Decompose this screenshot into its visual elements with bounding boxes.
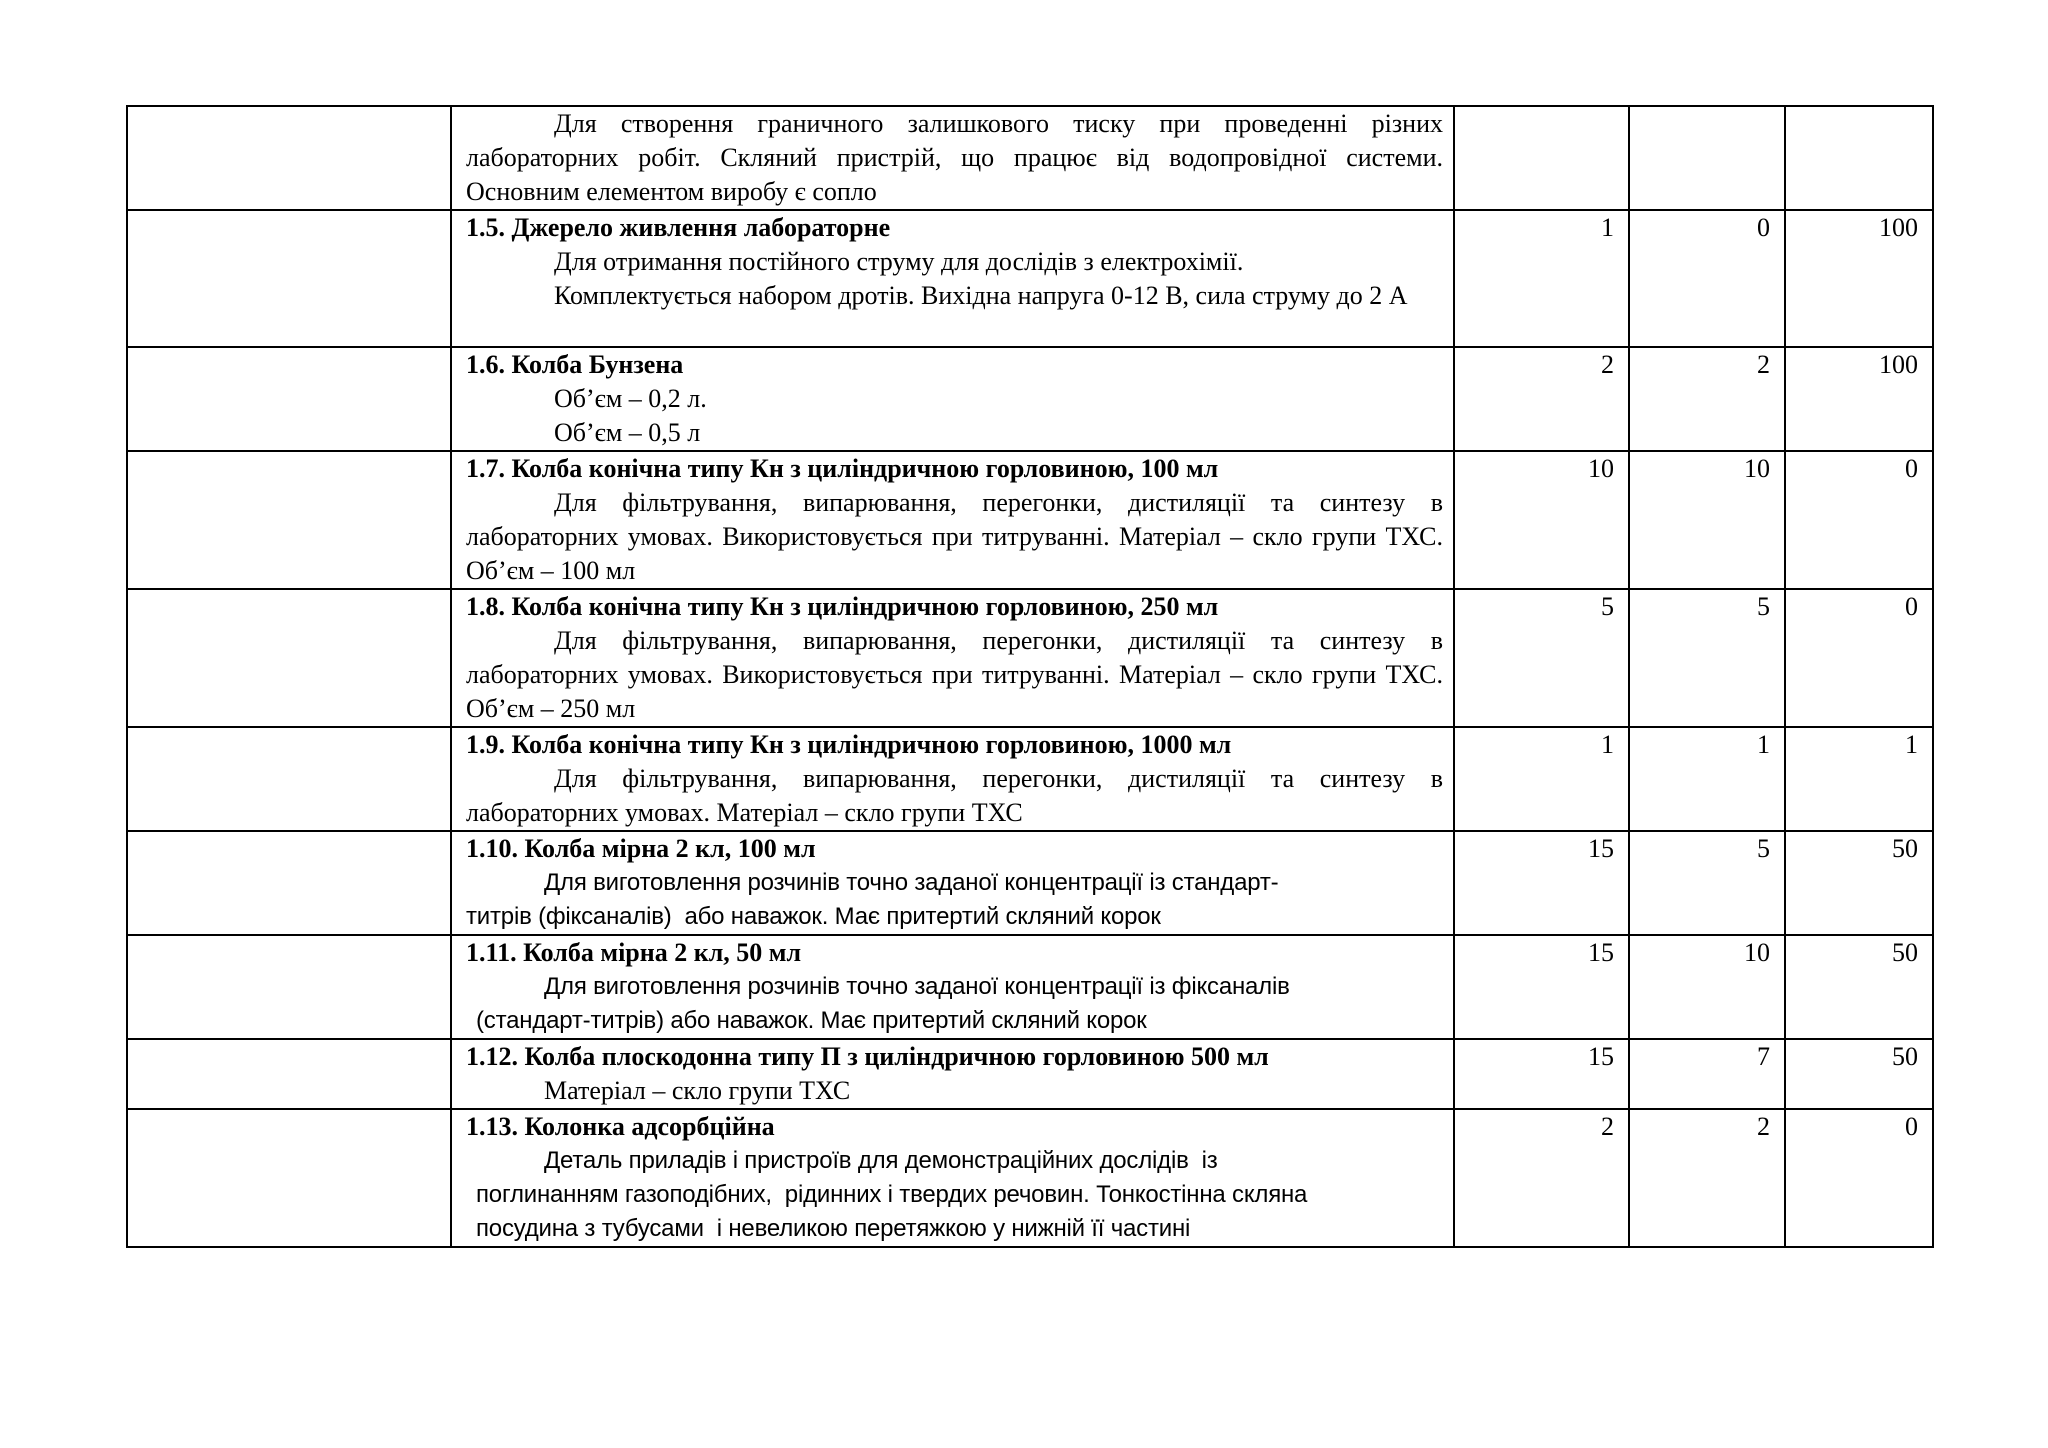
item-text: Для фільтрування, випарювання, перегонки, дистиляції та синтезу в лабораторних умовах. Використовується при титруванні. Матеріал – скло групи ТХС. Об’єм – 100 мл [466, 488, 1443, 585]
item-text: Для фільтрування, випарювання, перегонки, дистиляції та синтезу в лабораторних умовах. Використовується при титруванні. Матеріал – скло групи ТХС. Об’єм – 250 мл [466, 626, 1443, 723]
available-value: 2 [1629, 1109, 1785, 1247]
item-text: Деталь приладів і пристроїв для демонстраційних дослідів із [544, 1147, 1218, 1174]
percent-value: 100 [1785, 210, 1933, 347]
percent-value: 50 [1785, 935, 1933, 1039]
quantity-value: 1 [1454, 210, 1629, 347]
percent-value: 1 [1785, 727, 1933, 831]
item-text: посудина з тубусами і невеликою перетяжкою у нижній її частині [476, 1215, 1191, 1242]
table-row [127, 935, 1933, 1039]
equipment-table [126, 105, 1934, 1248]
percent-value: 50 [1785, 1039, 1933, 1109]
item-text: титрів (фіксаналів) або наважок. Має притертий скляний корок [466, 903, 1161, 930]
item-description [451, 727, 1454, 831]
item-text: поглинанням газоподібних, рідинних і твердих речовин. Тонкостінна скляна [476, 1181, 1308, 1208]
value-cell-2 [1629, 106, 1785, 210]
item-title: 1.5. Джерело живлення лабораторне [466, 213, 891, 242]
empty-cell [127, 210, 451, 347]
quantity-value: 10 [1454, 451, 1629, 589]
empty-cell [127, 106, 451, 210]
available-value: 7 [1629, 1039, 1785, 1109]
item-description [451, 589, 1454, 727]
table-row [127, 451, 1933, 589]
item-title: 1.11. Колба мірна 2 кл, 50 мл [466, 938, 802, 967]
table-row [127, 589, 1933, 727]
item-description [451, 935, 1454, 1039]
item-description [451, 451, 1454, 589]
table-row [127, 831, 1933, 935]
item-text: Для створення граничного залишкового тиску при проведенні різних лабораторних робіт. Скляний пристрій, що працює від водопровідної системи. Основним елементом виробу є сопло [466, 109, 1443, 206]
quantity-value: 2 [1454, 1109, 1629, 1247]
available-value: 0 [1629, 210, 1785, 347]
item-title: 1.9. Колба конічна типу Кн з циліндричною горловиною, 1000 мл [466, 730, 1232, 759]
available-value: 1 [1629, 727, 1785, 831]
item-description [451, 106, 1454, 210]
empty-cell [127, 1109, 451, 1247]
item-title: 1.6. Колба Бунзена [466, 350, 684, 379]
item-description [451, 1109, 1454, 1247]
item-text: Об’єм – 0,2 л. [554, 384, 707, 413]
item-text: Для виготовлення розчинів точно заданої концентрації із стандарт- [544, 869, 1279, 896]
item-text: Для виготовлення розчинів точно заданої концентрації із фіксаналів [544, 973, 1290, 1000]
percent-value: 100 [1785, 347, 1933, 451]
table-row [127, 210, 1933, 347]
quantity-value: 15 [1454, 935, 1629, 1039]
empty-cell [127, 727, 451, 831]
quantity-value: 5 [1454, 589, 1629, 727]
item-description [451, 347, 1454, 451]
item-text: Матеріал – скло групи ТХС [544, 1076, 851, 1105]
empty-cell [127, 1039, 451, 1109]
empty-cell [127, 831, 451, 935]
item-text: (стандарт-титрів) або наважок. Має притертий скляний корок [476, 1007, 1147, 1034]
percent-value: 0 [1785, 451, 1933, 589]
item-text: Для отримання постійного струму для дослідів з електрохімії. [554, 247, 1244, 276]
item-description [451, 210, 1454, 347]
item-title: 1.12. Колба плоскодонна типу П з циліндричною горловиною 500 мл [466, 1042, 1269, 1071]
table-row [127, 1039, 1933, 1109]
available-value: 5 [1629, 589, 1785, 727]
quantity-value: 15 [1454, 1039, 1629, 1109]
quantity-value: 2 [1454, 347, 1629, 451]
item-title: 1.8. Колба конічна типу Кн з циліндричною горловиною, 250 мл [466, 592, 1219, 621]
empty-cell [127, 589, 451, 727]
empty-cell [127, 935, 451, 1039]
percent-value: 0 [1785, 1109, 1933, 1247]
quantity-value: 1 [1454, 727, 1629, 831]
table-row [127, 347, 1933, 451]
percent-value: 50 [1785, 831, 1933, 935]
item-title: 1.7. Колба конічна типу Кн з циліндричною горловиною, 100 мл [466, 454, 1219, 483]
empty-cell [127, 451, 451, 589]
available-value: 10 [1629, 935, 1785, 1039]
item-text: Об’єм – 0,5 л [554, 418, 701, 447]
value-cell-1 [1454, 106, 1629, 210]
table-row [127, 727, 1933, 831]
item-description [451, 1039, 1454, 1109]
available-value: 10 [1629, 451, 1785, 589]
percent-value: 0 [1785, 589, 1933, 727]
value-cell-3 [1785, 106, 1933, 210]
item-text: Для фільтрування, випарювання, перегонки, дистиляції та синтезу в лабораторних умовах. Матеріал – скло групи ТХС [466, 764, 1443, 827]
available-value: 5 [1629, 831, 1785, 935]
quantity-value: 15 [1454, 831, 1629, 935]
available-value: 2 [1629, 347, 1785, 451]
item-title: 1.10. Колба мірна 2 кл, 100 мл [466, 834, 816, 863]
table-row [127, 1109, 1933, 1247]
item-description [451, 831, 1454, 935]
table-row [127, 106, 1933, 210]
empty-cell [127, 347, 451, 451]
item-text: Комплектується набором дротів. Вихідна напруга 0-12 В, сила струму до 2 А [554, 281, 1408, 310]
item-title: 1.13. Колонка адсорбційна [466, 1112, 775, 1141]
